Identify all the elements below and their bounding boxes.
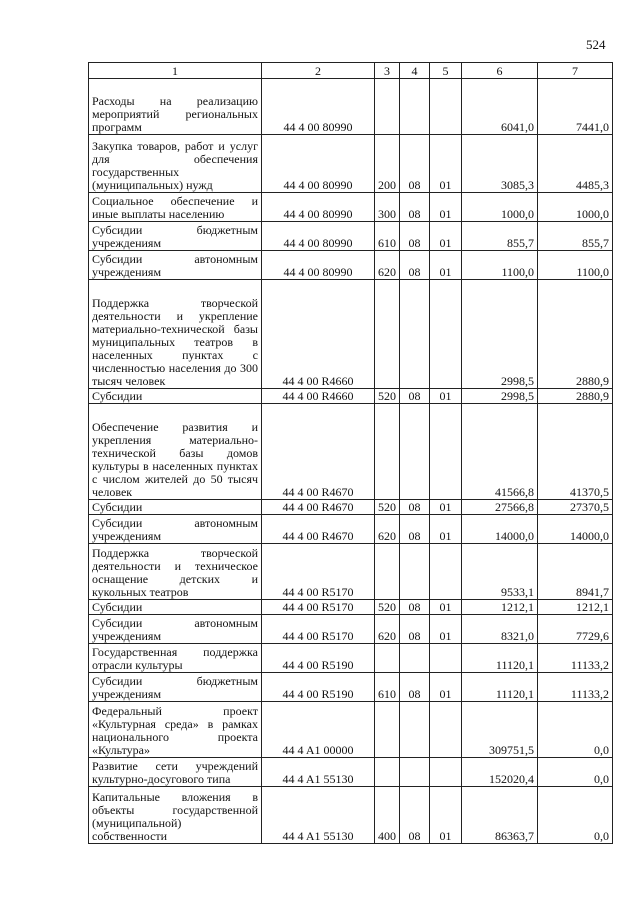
row-name-cell: Федеральный проект «Культурная среда» в рамках национального проекта «Культура» [89,702,262,758]
table-row [89,787,613,844]
budget-table [88,62,613,844]
row-code-cell: 44 4 00 R5170 [262,615,375,644]
row-code-cell: 44 4 00 R4670 [262,515,375,544]
row-code-cell: 44 4 A1 55130 [262,787,375,844]
row-name-cell: Государственная поддержка отрасли культуры [89,644,262,673]
row-vr-cell: 520 [375,600,400,615]
row-value-2020-cell: 4485,3 [538,135,613,193]
row-value-2019-cell: 6041,0 [462,79,538,135]
table-row [89,673,613,702]
row-value-2020-cell: 14000,0 [538,515,613,544]
row-value-2019-cell: 2998,5 [462,389,538,404]
table-row [89,600,613,615]
row-code-cell: 44 4 00 80990 [262,251,375,280]
row-value-2019-cell: 27566,8 [462,500,538,515]
row-code-cell: 44 4 A1 55130 [262,758,375,787]
row-vr-cell [375,758,400,787]
row-pr-cell [430,79,462,135]
row-value-2020-cell: 1000,0 [538,193,613,222]
row-value-2019-cell: 86363,7 [462,787,538,844]
table-row [89,193,613,222]
row-pr-cell [430,644,462,673]
row-rz-cell: 08 [400,600,430,615]
row-vr-cell: 400 [375,787,400,844]
row-rz-cell [400,79,430,135]
table-row [89,515,613,544]
row-rz-cell: 08 [400,515,430,544]
row-value-2019-cell: 41566,8 [462,404,538,500]
row-pr-cell: 01 [430,787,462,844]
row-value-2020-cell: 7441,0 [538,79,613,135]
row-rz-cell: 08 [400,222,430,251]
row-vr-cell [375,280,400,389]
row-value-2019-cell: 1000,0 [462,193,538,222]
row-value-2020-cell: 0,0 [538,702,613,758]
row-code-cell: 44 4 00 R5190 [262,673,375,702]
row-pr-cell [430,544,462,600]
row-value-2020-cell: 11133,2 [538,673,613,702]
row-value-2019-cell: 11120,1 [462,644,538,673]
row-name-cell: Развитие сети учреждений культурно-досугового типа [89,758,262,787]
row-vr-cell: 520 [375,500,400,515]
row-pr-cell: 01 [430,251,462,280]
row-value-2019-cell: 309751,5 [462,702,538,758]
row-rz-cell [400,702,430,758]
row-vr-cell [375,644,400,673]
row-pr-cell: 01 [430,193,462,222]
row-value-2019-cell: 9533,1 [462,544,538,600]
row-vr-cell [375,404,400,500]
row-value-2019-cell: 14000,0 [462,515,538,544]
row-value-2020-cell: 2880,9 [538,389,613,404]
row-name-cell: Субсидии автономным учреждениям [89,515,262,544]
row-code-cell: 44 4 00 80990 [262,79,375,135]
row-pr-cell [430,702,462,758]
row-value-2020-cell: 855,7 [538,222,613,251]
row-pr-cell: 01 [430,615,462,644]
table-row [89,404,613,500]
table-row [89,702,613,758]
row-code-cell: 44 4 00 80990 [262,135,375,193]
row-name-cell: Субсидии бюджетным учреждениям [89,222,262,251]
row-code-cell: 44 4 A1 00000 [262,702,375,758]
row-vr-cell: 620 [375,515,400,544]
table-row [89,280,613,389]
row-rz-cell: 08 [400,500,430,515]
row-pr-cell: 01 [430,600,462,615]
row-value-2020-cell: 2880,9 [538,280,613,389]
row-name-cell: Социальное обеспечение и иные выплаты населению [89,193,262,222]
row-name-cell: Субсидии [89,600,262,615]
table-row [89,79,613,135]
row-rz-cell: 08 [400,251,430,280]
header-cell: 5 [430,63,462,79]
row-code-cell: 44 4 00 R5190 [262,644,375,673]
table-row [89,500,613,515]
row-name-cell: Субсидии автономным учреждениям [89,251,262,280]
row-vr-cell [375,544,400,600]
header-cell: 3 [375,63,400,79]
row-name-cell: Расходы на реализацию мероприятий региональных программ [89,79,262,135]
row-value-2020-cell: 1212,1 [538,600,613,615]
row-rz-cell [400,644,430,673]
row-rz-cell [400,280,430,389]
row-pr-cell [430,404,462,500]
row-value-2020-cell: 7729,6 [538,615,613,644]
table-row [89,615,613,644]
row-pr-cell [430,280,462,389]
row-value-2019-cell: 3085,3 [462,135,538,193]
header-cell: 1 [89,63,262,79]
table-row [89,544,613,600]
row-name-cell: Закупка товаров, работ и услуг для обеспечения государственных (муниципальных) нужд [89,135,262,193]
header-cell: 4 [400,63,430,79]
table-row [89,222,613,251]
row-code-cell: 44 4 00 R4660 [262,280,375,389]
row-name-cell: Субсидии [89,389,262,404]
row-value-2019-cell: 1100,0 [462,251,538,280]
row-code-cell: 44 4 00 R5170 [262,600,375,615]
row-rz-cell: 08 [400,615,430,644]
row-vr-cell: 300 [375,193,400,222]
row-rz-cell: 08 [400,193,430,222]
row-value-2020-cell: 27370,5 [538,500,613,515]
row-name-cell: Субсидии [89,500,262,515]
table-row [89,135,613,193]
row-name-cell: Обеспечение развития и укрепления материально-технической базы домов культуры в населенных пунктах с числом жителей до 50 тысяч человек [89,404,262,500]
row-rz-cell [400,404,430,500]
row-name-cell: Капитальные вложения в объекты государственной (муниципальной) собственности [89,787,262,844]
table-row [89,251,613,280]
row-code-cell: 44 4 00 80990 [262,222,375,251]
header-cell: 6 [462,63,538,79]
row-value-2020-cell: 11133,2 [538,644,613,673]
table-header-row [89,63,613,79]
row-value-2019-cell: 2998,5 [462,280,538,389]
row-name-cell: Субсидии бюджетным учреждениям [89,673,262,702]
row-value-2020-cell: 1100,0 [538,251,613,280]
row-value-2019-cell: 1212,1 [462,600,538,615]
row-value-2020-cell: 0,0 [538,758,613,787]
row-value-2019-cell: 152020,4 [462,758,538,787]
row-code-cell: 44 4 00 R4670 [262,404,375,500]
row-value-2019-cell: 11120,1 [462,673,538,702]
row-pr-cell: 01 [430,222,462,251]
table-row [89,758,613,787]
header-cell: 2 [262,63,375,79]
row-vr-cell [375,79,400,135]
row-value-2020-cell: 0,0 [538,787,613,844]
row-code-cell: 44 4 00 R5170 [262,544,375,600]
table-row [89,644,613,673]
row-value-2020-cell: 8941,7 [538,544,613,600]
row-rz-cell: 08 [400,787,430,844]
row-rz-cell [400,544,430,600]
row-vr-cell: 620 [375,251,400,280]
row-rz-cell [400,758,430,787]
row-vr-cell: 610 [375,673,400,702]
header-cell: 7 [538,63,613,79]
row-pr-cell: 01 [430,515,462,544]
row-name-cell: Поддержка творческой деятельности и укрепление материально-технической базы муниципальных театров в населенных пунктах с численностью населения до 300 тысяч человек [89,280,262,389]
row-pr-cell: 01 [430,673,462,702]
row-pr-cell: 01 [430,500,462,515]
table-row [89,389,613,404]
row-value-2019-cell: 8321,0 [462,615,538,644]
row-pr-cell: 01 [430,389,462,404]
page-number: 524 [586,37,606,52]
row-rz-cell: 08 [400,389,430,404]
row-name-cell: Субсидии автономным учреждениям [89,615,262,644]
row-rz-cell: 08 [400,673,430,702]
row-vr-cell: 610 [375,222,400,251]
row-value-2019-cell: 855,7 [462,222,538,251]
row-vr-cell [375,702,400,758]
row-rz-cell: 08 [400,135,430,193]
row-vr-cell: 520 [375,389,400,404]
row-name-cell: Поддержка творческой деятельности и техническое оснащение детских и кукольных театров [89,544,262,600]
row-pr-cell: 01 [430,135,462,193]
row-value-2020-cell: 41370,5 [538,404,613,500]
row-code-cell: 44 4 00 R4670 [262,500,375,515]
row-code-cell: 44 4 00 80990 [262,193,375,222]
row-vr-cell: 200 [375,135,400,193]
row-code-cell: 44 4 00 R4660 [262,389,375,404]
row-pr-cell [430,758,462,787]
row-vr-cell: 620 [375,615,400,644]
